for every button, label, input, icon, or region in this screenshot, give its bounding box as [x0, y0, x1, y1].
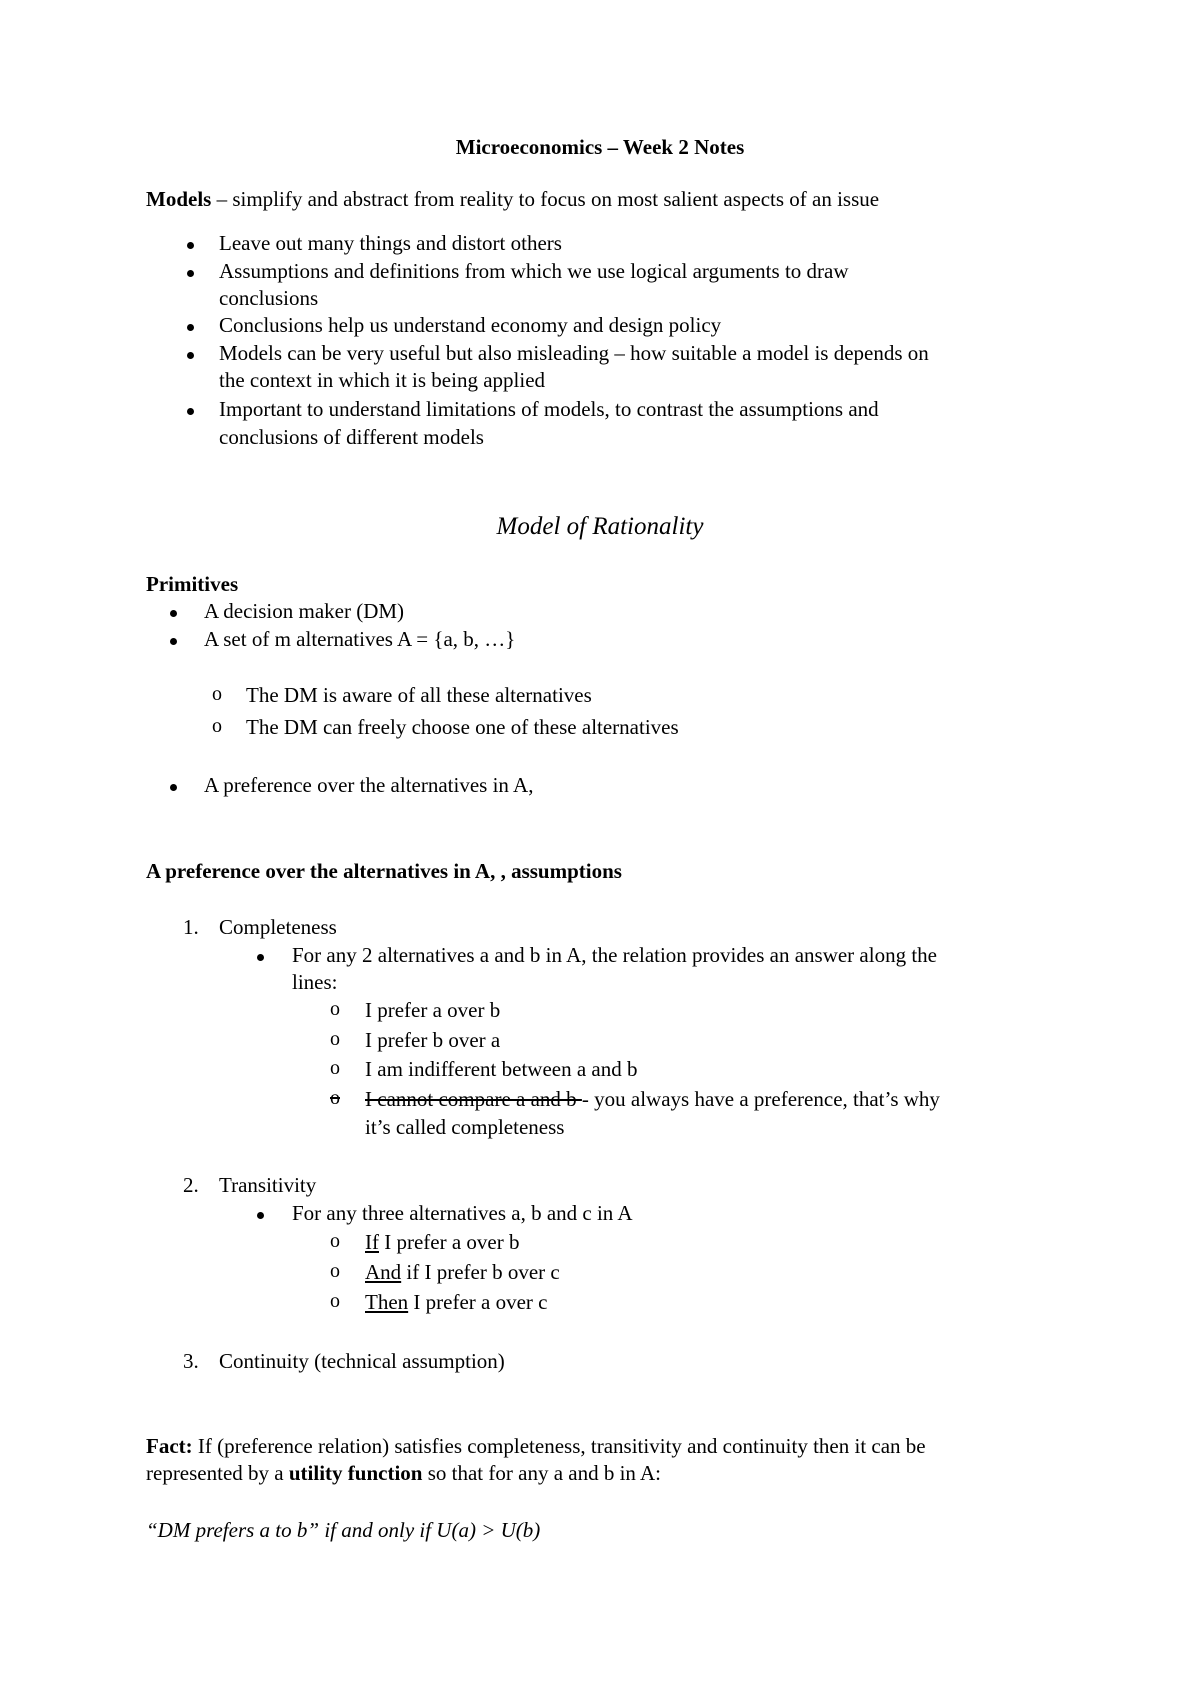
bullet-icon	[257, 954, 264, 961]
list-item: the context in which it is being applied	[219, 368, 546, 392]
continuity-label: Continuity (technical assumption)	[219, 1349, 505, 1373]
circle-bullet: o	[212, 683, 222, 705]
circle-bullet: o	[330, 998, 340, 1020]
list-item: A set of m alternatives A = {a, b, …}	[204, 627, 516, 651]
transitivity-label: Transitivity	[219, 1173, 317, 1197]
models-intro	[146, 185, 879, 213]
assumptions-heading: A preference over the alternatives in A, , assumptions	[146, 859, 622, 883]
list-item	[365, 1228, 520, 1256]
list-item: For any three alternatives a, b and c in A	[292, 1201, 633, 1225]
circle-bullet: o	[330, 1290, 340, 1312]
bullet-icon	[187, 408, 194, 415]
circle-bullet: o	[330, 1230, 340, 1252]
list-item: A preference over the alternatives in A,	[204, 773, 534, 797]
list-item	[365, 1288, 547, 1316]
utility-function-term: utility function	[288, 1461, 423, 1485]
list-item	[365, 1258, 560, 1286]
bullet-icon	[170, 784, 177, 791]
primitives-heading: Primitives	[146, 572, 239, 596]
page-title: Microeconomics – Week 2 Notes	[455, 135, 745, 159]
fact-text: If (preference relation) satisfies completeness, transitivity and continuity then it can be	[192, 1434, 926, 1458]
list-item: The DM is aware of all these alternatives	[246, 683, 592, 707]
fact-text: so that for any a and b in A:	[422, 1461, 662, 1485]
list-number: 1.	[183, 915, 199, 939]
models-intro-text: – simplify and abstract from reality to focus on most salient aspects of an issue	[211, 187, 880, 211]
item-text: I prefer a over b	[379, 1230, 520, 1254]
completeness-label: Completeness	[219, 915, 337, 939]
list-item: Leave out many things and distort others	[219, 231, 562, 255]
list-item: A decision maker (DM)	[204, 599, 405, 623]
list-item: For any 2 alternatives a and b in A, the relation provides an answer along the	[292, 943, 937, 967]
underlined-word: If	[365, 1230, 379, 1254]
list-item: Assumptions and definitions from which we use logical arguments to draw	[219, 259, 849, 283]
fact-line-2	[146, 1459, 661, 1487]
bullet-icon	[187, 352, 194, 359]
list-item: conclusions of different models	[219, 425, 484, 449]
circle-bullet: o	[330, 1028, 340, 1050]
list-item: lines:	[292, 970, 338, 994]
section-heading: Model of Rationality	[496, 513, 704, 540]
list-item: I prefer b over a	[365, 1028, 501, 1052]
list-item: Important to understand limitations of models, to contrast the assumptions and	[219, 397, 879, 421]
list-number: 3.	[183, 1349, 199, 1373]
list-item: The DM can freely choose one of these alternatives	[246, 715, 679, 739]
list-item: conclusions	[219, 286, 319, 310]
underlined-word: And	[365, 1260, 402, 1284]
list-item: I am indifferent between a and b	[365, 1057, 638, 1081]
struck-circle-bullet: o	[330, 1087, 340, 1109]
circle-bullet: o	[330, 1260, 340, 1282]
circle-bullet: o	[212, 715, 222, 737]
completeness-note-cont: it’s called completeness	[365, 1115, 565, 1139]
fact-text: represented by a	[146, 1461, 289, 1485]
completeness-note: - you always have a preference, that’s why	[581, 1087, 940, 1111]
models-heading: Models	[146, 187, 212, 211]
item-text: I prefer a over c	[408, 1290, 548, 1314]
bullet-icon	[187, 242, 194, 249]
list-item: Conclusions help us understand economy and design policy	[219, 313, 722, 337]
list-number: 2.	[183, 1173, 199, 1197]
fact-line	[146, 1432, 926, 1460]
list-item: I prefer a over b	[365, 998, 501, 1022]
struck-text: I cannot compare a and b	[365, 1087, 582, 1111]
bullet-icon	[187, 324, 194, 331]
circle-bullet: o	[330, 1057, 340, 1079]
item-text: if I prefer b over c	[401, 1260, 560, 1284]
bullet-icon	[170, 638, 177, 645]
bullet-icon	[187, 270, 194, 277]
list-item: Models can be very useful but also misleading – how suitable a model is depends on	[219, 341, 929, 365]
list-item	[346, 1085, 940, 1113]
underlined-word: Then	[365, 1290, 409, 1314]
formula: “DM prefers a to b” if and only if U(a) > U(b)	[146, 1518, 541, 1542]
fact-label: Fact:	[146, 1434, 193, 1458]
bullet-icon	[170, 610, 177, 617]
bullet-icon	[257, 1212, 264, 1219]
